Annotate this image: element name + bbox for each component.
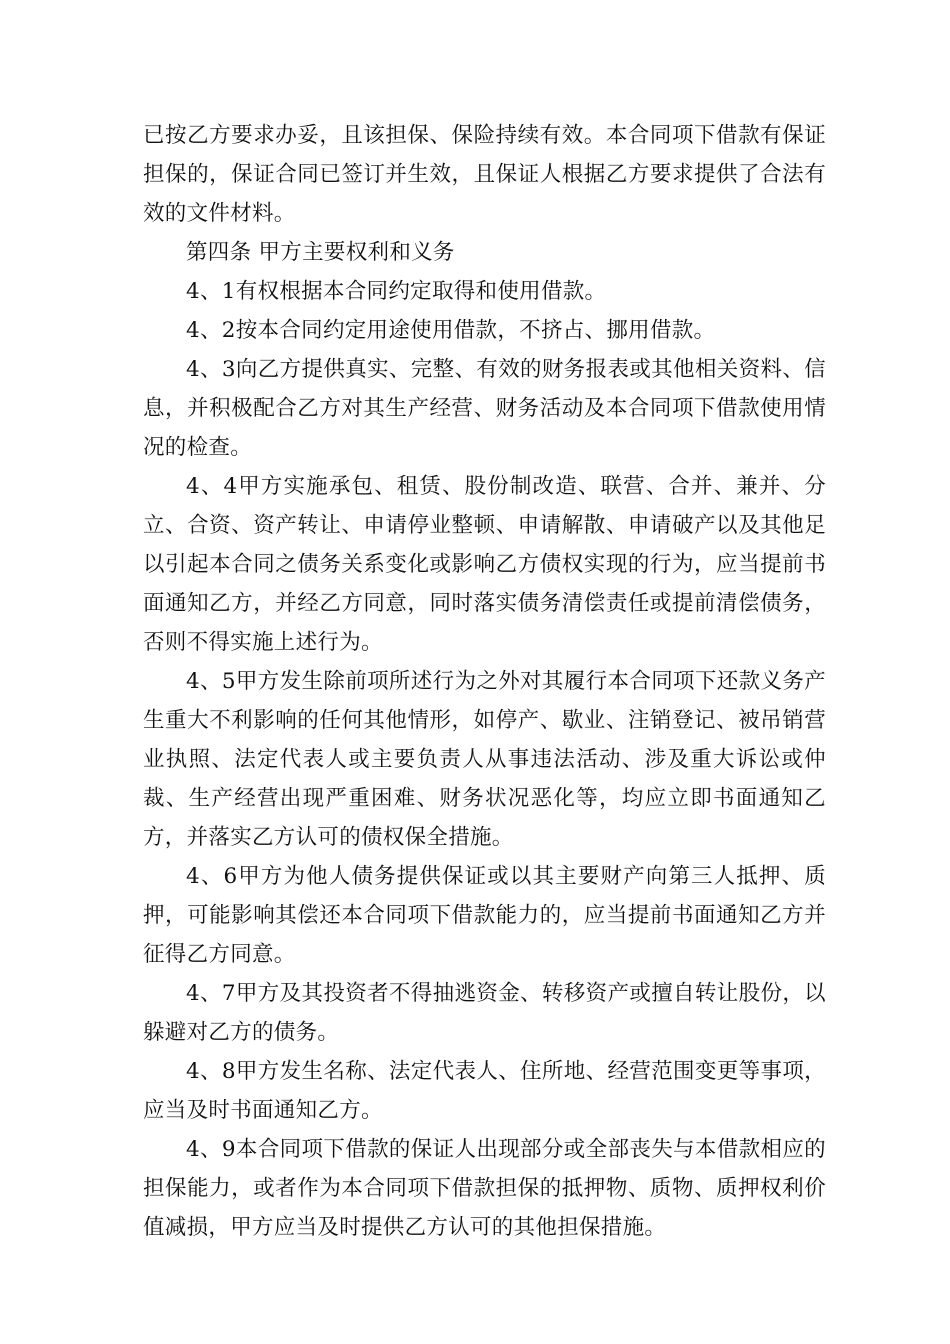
- clause-4-4: 4、4甲方实施承包、租赁、股份制改造、联营、合并、兼并、分立、合资、资产转让、申请停业整顿、申请解散、申请破产以及其他足以引起本合同之债务关系变化或影响乙方债权实现的行为，应当提前书面通知乙方，并经乙方同意，同时落实债务清偿责任或提前清偿债务，否则不得实施上述行为。: [143, 474, 826, 655]
- clause-4-1: 4、1有权根据本合同约定取得和使用借款。: [186, 279, 607, 304]
- clause-4-8: 4、8甲方发生名称、法定代表人、住所地、经营范围变更等事项，应当及时书面通知乙方。: [143, 1059, 826, 1123]
- clause-4-3: 4、3向乙方提供真实、完整、有效的财务报表或其他相关资料、信息，并积极配合乙方对其生产经营、财务活动及本合同项下借款使用情况的检查。: [143, 357, 826, 460]
- clause-4-9: 4、9本合同项下借款的保证人出现部分或全部丧失与本借款相应的担保能力，或者作为本合同项下借款担保的抵押物、质物、质押权利价值减损，甲方应当及时提供乙方认可的其他担保措施。: [143, 1137, 826, 1240]
- clause-4-2: 4、2按本合同约定用途使用借款，不挤占、挪用借款。: [186, 318, 716, 343]
- paragraph-continuation: 已按乙方要求办妥，且该担保、保险持续有效。本合同项下借款有保证担保的，保证合同已签订并生效，且保证人根据乙方要求提供了合法有效的文件材料。: [143, 123, 826, 226]
- clause-4-6: 4、6甲方为他人债务提供保证或以其主要财产向第三人抵押、质押，可能影响其偿还本合同项下借款能力的，应当提前书面通知乙方并征得乙方同意。: [143, 864, 826, 967]
- article-heading: 第四条 甲方主要权利和义务: [186, 240, 455, 265]
- document-body: [143, 116, 826, 1247]
- clause-4-7: 4、7甲方及其投资者不得抽逃资金、转移资产或擅自转让股份，以躲避对乙方的债务。: [143, 981, 826, 1045]
- clause-4-5: 4、5甲方发生除前项所述行为之外对其履行本合同项下还款义务产生重大不利影响的任何其他情形，如停产、歇业、注销登记、被吊销营业执照、法定代表人或主要负责人从事违法活动、涉及重大诉讼或仲裁、生产经营出现严重困难、财务状况恶化等，均应立即书面通知乙方，并落实乙方认可的债权保全措施。: [143, 669, 826, 850]
